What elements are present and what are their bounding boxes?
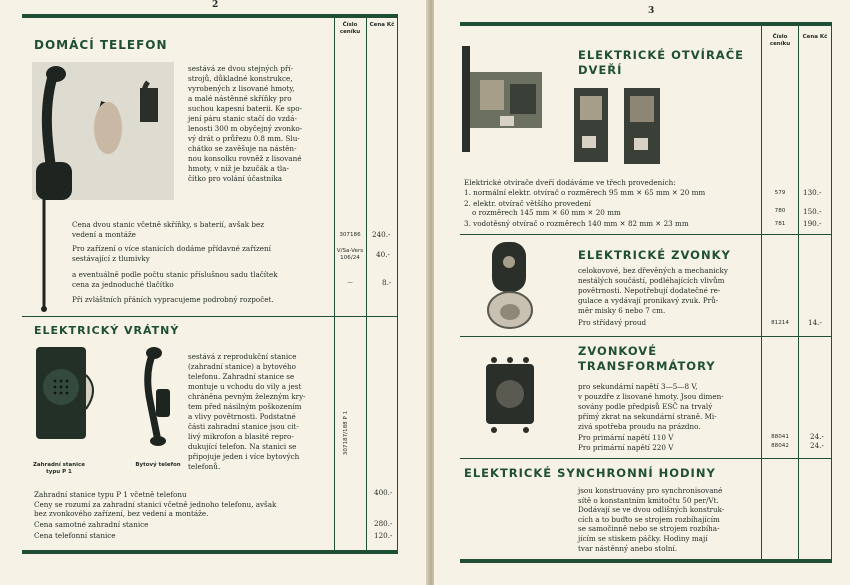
item-text: Při zvláštních přáních vypracujeme podrobný rozpočet.: [72, 295, 274, 304]
item-text: Pro primární napětí 220 V: [578, 443, 674, 452]
section-title: ELEKTRICKÉ SYNCHRONNÍ HODINY: [464, 466, 716, 480]
catalog-number: 81214: [771, 320, 789, 326]
price: 120.-: [374, 531, 393, 540]
price: 280.-: [374, 519, 393, 528]
section-divider: [460, 234, 832, 235]
top-rule: [22, 14, 398, 18]
item-text: Pro primární napětí 110 V: [578, 433, 674, 442]
top-rule: [460, 22, 832, 26]
item-text: 1. normální elektr. otvírač o rozměrech 95 mm ✕ 65 mm ✕ 20 mm: [464, 188, 706, 197]
price: 130.-: [803, 188, 822, 197]
catalog-number: —: [347, 280, 353, 286]
description: celokovové, bez dřevěných a mechanicky nestálých součástí, podléhajících vlivům povětrnosti. Nepotřebují dodatečné re- gulace a vydávají pronikavý zvuk. Prů- měr misky 6 nebo 7 cm.: [578, 266, 728, 315]
price-column-header: Cena Kč: [802, 34, 828, 40]
section-divider: [22, 316, 398, 317]
section-title: ELEKTRICKÉ ZVONKY: [578, 248, 731, 262]
garden-station-photo: [34, 345, 100, 443]
section-title: ELEKTRICKÉ OTVÍRAČE DVEŘÍ: [578, 48, 744, 77]
item-text: cena za jednoduché tlačítko: [72, 280, 174, 289]
item-text: Cena telefonní stanice: [34, 531, 116, 540]
transformer-photo: [482, 354, 538, 434]
item-text: Pro střídavý proud: [578, 318, 647, 327]
phone-cord-photo: [33, 195, 55, 313]
code-column-header: Číslo ceníku: [339, 22, 361, 35]
item-text: Pro zařízení o více stanicích dodáme přídavné zařízení: [72, 244, 271, 253]
section-title: DOMÁCÍ TELEFON: [34, 38, 168, 52]
price: 24.-: [810, 432, 824, 441]
code-column-header: Číslo ceníku: [769, 34, 791, 47]
column-rule: [397, 14, 398, 554]
section-divider: [460, 458, 832, 459]
price: 150.-: [803, 207, 822, 216]
item-text: Ceny se rozumí za zahradní stanici včetně jednoho telefonu, avšak: [34, 500, 277, 509]
description: jsou konstruovány pro synchronisované sítě o konstantním kmitočtu 50 per/Vt. Dodávají se ve dvou odlišných konstruk- cích a to buďto se strojem rozbíhajícím se samočinně nebo se strojem rozbíha- jícím se stiskem páčky. Hodiny mají tvar nástěnný anebo stolní.: [578, 486, 725, 553]
vertical-catalog-number: 307187/188 P 1: [343, 410, 349, 456]
price: 40.-: [376, 250, 390, 259]
price: 8.-: [382, 278, 392, 287]
price: 14.-: [808, 318, 822, 327]
item-text: 2. elektr. otvírač většího provedení: [464, 199, 591, 208]
price: 400.-: [374, 488, 393, 497]
column-rule: [798, 22, 799, 562]
photo-caption: Bytový telefon: [135, 462, 181, 468]
bell-photo: [484, 240, 534, 332]
bottom-rule: [22, 550, 398, 554]
catalog-number: 780: [774, 208, 786, 214]
photo-caption: Zahradní stanice typu P 1: [32, 462, 86, 475]
section-divider: [460, 336, 832, 337]
apartment-phone-photo: [140, 347, 176, 447]
catalog-number: 781: [774, 221, 786, 227]
section-title: ELEKTRICKÝ VRÁTNÝ: [34, 324, 180, 337]
page-number: 3: [648, 6, 655, 16]
catalog-number: 579: [774, 190, 786, 196]
description: pro sekundární napětí 3—5—8 V, v pouzdře z lisované hmoty. Jsou dimen- sovány podle předpisů ESČ na trvalý přímý zkrat na sekundární straně. Mi- zivá spotřeba proudu na prázdno.: [578, 382, 724, 431]
column-rule: [366, 14, 367, 554]
item-text: a eventuálně podle počtu stanic příslušnou sadu tlačítek: [72, 270, 278, 279]
price: 240.-: [372, 230, 391, 239]
door-opener-photo: [460, 44, 552, 156]
section-title: ZVONKOVÉ TRANSFORMÁTORY: [578, 344, 716, 373]
item-text: bez zvonkového zařízení, bez vedení a montáže.: [34, 509, 209, 518]
item-text: 3. vodotěsný otvírač o rozměrech 140 mm ✕ 82 mm ✕ 23 mm: [464, 219, 689, 228]
item-text: Cena samotné zahradní stanice: [34, 520, 149, 529]
catalog-number: 88041: [771, 434, 789, 440]
door-opener-photo: [622, 86, 664, 166]
bottom-rule: [460, 559, 832, 563]
item-text: o rozměrech 145 mm ✕ 60 mm ✕ 20 mm: [472, 208, 621, 217]
item-text: sestávající z tlumivky: [72, 254, 150, 263]
price: 190.-: [803, 219, 822, 228]
price: 24.-: [810, 441, 824, 450]
page-number: 2: [212, 0, 219, 10]
column-rule: [831, 22, 832, 562]
intro-text: Elektrické otvírače dveří dodáváme ve třech provedeních:: [464, 178, 676, 187]
description: sestává ze dvou stejných pří- strojů, důkladné konstrukce, vyrobených z lisované hmoty, a malé nástěnné skříňky pro suchou kapesní baterii. Ke spo- jení páru stanic stačí do vzdá- lenosti 300 m obyčejný zvonko- vý drát o průřezu 0.8 mm. Slu- chátko se zavěšuje na nástěn- nou konsolku rovněž z lisované hmoty, v níž je bzučák a tla- čítko pro volání účastníka: [188, 64, 303, 183]
item-text: vedení a montáže: [72, 230, 136, 239]
right-page: [434, 0, 850, 585]
door-opener-photo: [572, 86, 612, 164]
column-rule: [761, 22, 762, 562]
item-text: Cena dvou stanic včetně skříňky, s baterií, avšak bez: [72, 220, 264, 229]
catalog-number: V/Sa-Vers 106/24: [336, 248, 364, 261]
catalog-number: 88042: [771, 443, 789, 449]
item-text: Zahradní stanice typu P 1 včetně telefonu: [34, 490, 187, 499]
catalog-number: 307186: [339, 232, 361, 238]
phone-photo: [32, 62, 174, 200]
price-column-header: Cena Kč: [369, 22, 395, 28]
description: sestává z reprodukční stanice (zahradní stanice) a bytového telefonu. Zahradní stanice se montuje u vchodu do vily a jest chráněna pevným železným kry- tem před násilným poškozením a vlivy povětrnosti. Podstatné části zahradní stanice jsou cit- livý mikrofon a blasité repro- dukující telefon. Na stanici se připojuje jeden i více bytových telefonů.: [188, 352, 306, 471]
